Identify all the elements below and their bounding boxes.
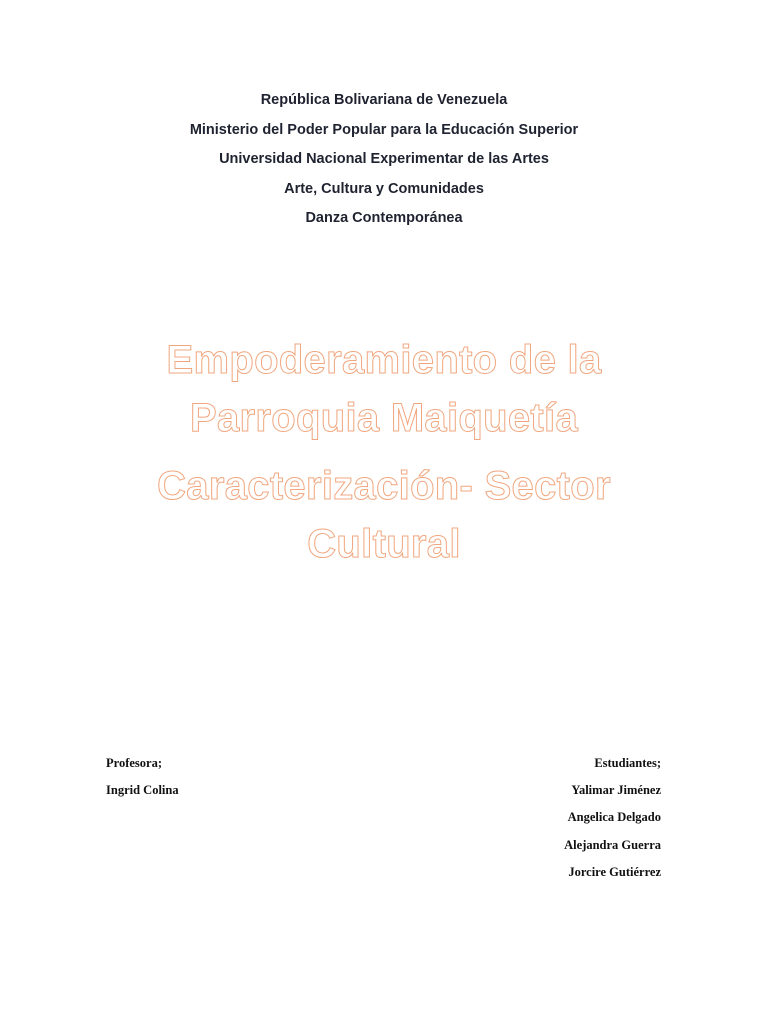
title-line-1: Empoderamiento de la xyxy=(166,338,602,382)
title-line-3: Caracterización- Sector xyxy=(157,464,611,508)
header-line-program: Arte, Cultura y Comunidades xyxy=(284,180,484,197)
student-name: Yalimar Jiménez xyxy=(571,783,661,798)
document-title-part-2 xyxy=(84,457,684,573)
professor-name: Ingrid Colina xyxy=(106,783,179,798)
header-line-ministry: Ministerio del Poder Popular para la Educación Superior xyxy=(189,121,579,138)
header-line-republic: República Bolivariana de Venezuela xyxy=(260,92,508,108)
professor-block xyxy=(106,754,179,808)
student-name: Jorcire Gutiérrez xyxy=(568,864,661,879)
student-name: Alejandra Guerra xyxy=(564,837,661,852)
title-line-2: Parroquia Maiquetía xyxy=(189,396,578,440)
students-label: Estudiantes; xyxy=(594,756,661,770)
institution-header xyxy=(0,89,768,237)
header-line-university: Universidad Nacional Experimentar de las Artes xyxy=(219,151,549,167)
title-line-4: Cultural xyxy=(307,522,461,566)
document-title-part-1 xyxy=(84,331,684,447)
students-block xyxy=(564,754,661,890)
student-name: Angelica Delgado xyxy=(567,810,661,825)
header-line-course: Danza Contemporánea xyxy=(305,210,463,226)
professor-label: Profesora; xyxy=(106,756,162,770)
